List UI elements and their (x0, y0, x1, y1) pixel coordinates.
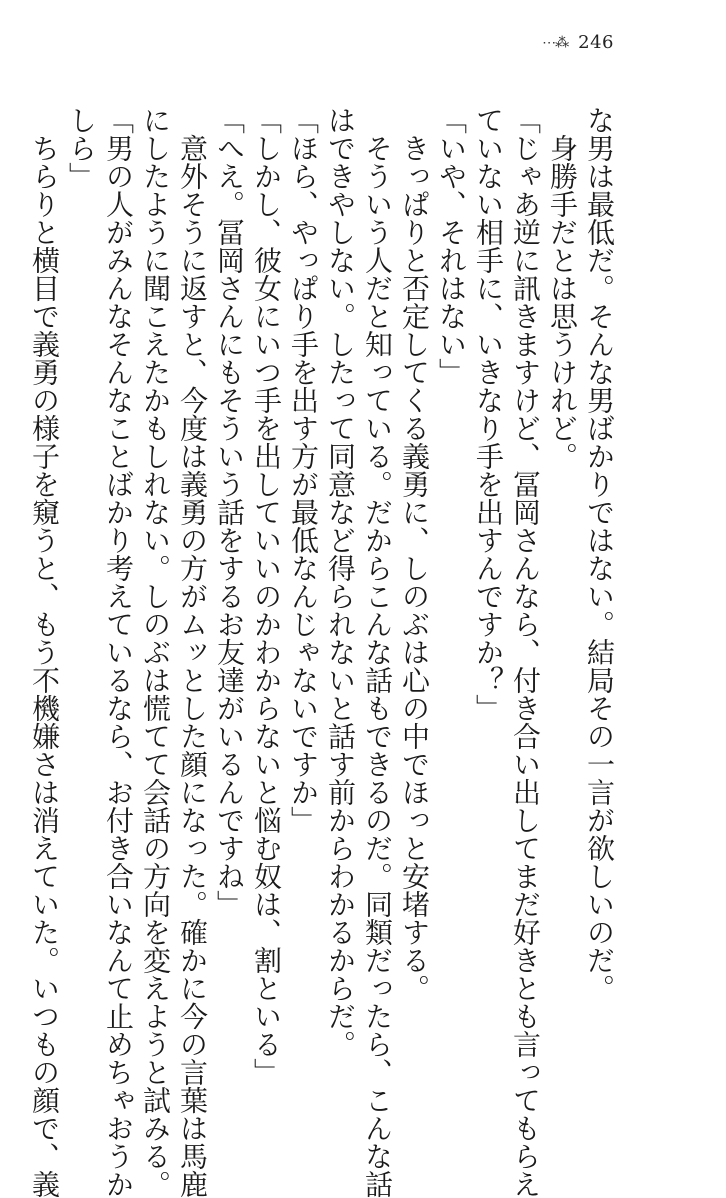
text-line: そういう人だと知っている。だからこんな話もできるのだ。同類だったら、こんな話 (361, 134, 394, 1198)
text-line: 「へえ。冨岡さんにもそういう話をするお友達がいるんですね」 (213, 106, 246, 918)
text-line: な男は最低だ。そんな男ばかりではない。結局その一言が欲しいのだ。 (583, 106, 616, 1002)
text-line: はできやしない。したって同意など得られないと話す前からわかるからだ。 (324, 106, 357, 1058)
text-line: 「ほら、やっぱり手を出す方が最低なんじゃないですか」 (287, 106, 320, 834)
text-line: ちらりと横目で義勇の様子を窺うと、もう不機嫌さは消えていた。いつもの顔で、義 (28, 134, 61, 1198)
text-line: 「じゃあ逆に訊きますけど、冨岡さんなら、付き合い出してまだ好きとも言ってもらえ (509, 106, 542, 1198)
text-line: 意外そうに返すと、今度は義勇の方がムッとした顔になった。確かに今の言葉は馬鹿 (176, 134, 209, 1198)
page-header (542, 34, 614, 52)
text-line: きっぱりと否定してくる義勇に、しのぶは心の中でほっと安堵する。 (398, 134, 431, 1002)
text-line: ていない相手に、いきなり手を出すんですか？」 (472, 106, 505, 722)
ornament-icon: ⋯⁂ (542, 35, 569, 51)
novel-text (28, 106, 618, 1198)
text-line: しら」 (65, 106, 98, 190)
text-line: 「男の人がみんなそんなことばかり考えているなら、お付き合いなんて止めちゃおうか (102, 106, 135, 1198)
text-line: 身勝手だとは思うけれど。 (546, 134, 579, 470)
text-line: 「しかし、彼女にいつ手を出していいのかわからないと悩む奴は、割といる」 (250, 106, 283, 1086)
page-number: 246 (578, 32, 614, 53)
text-line: にしたように聞こえたかもしれない。しのぶは慌てて会話の方向を変えようと試みる。 (139, 106, 172, 1198)
text-line: 「いや、それはない」 (435, 106, 468, 386)
